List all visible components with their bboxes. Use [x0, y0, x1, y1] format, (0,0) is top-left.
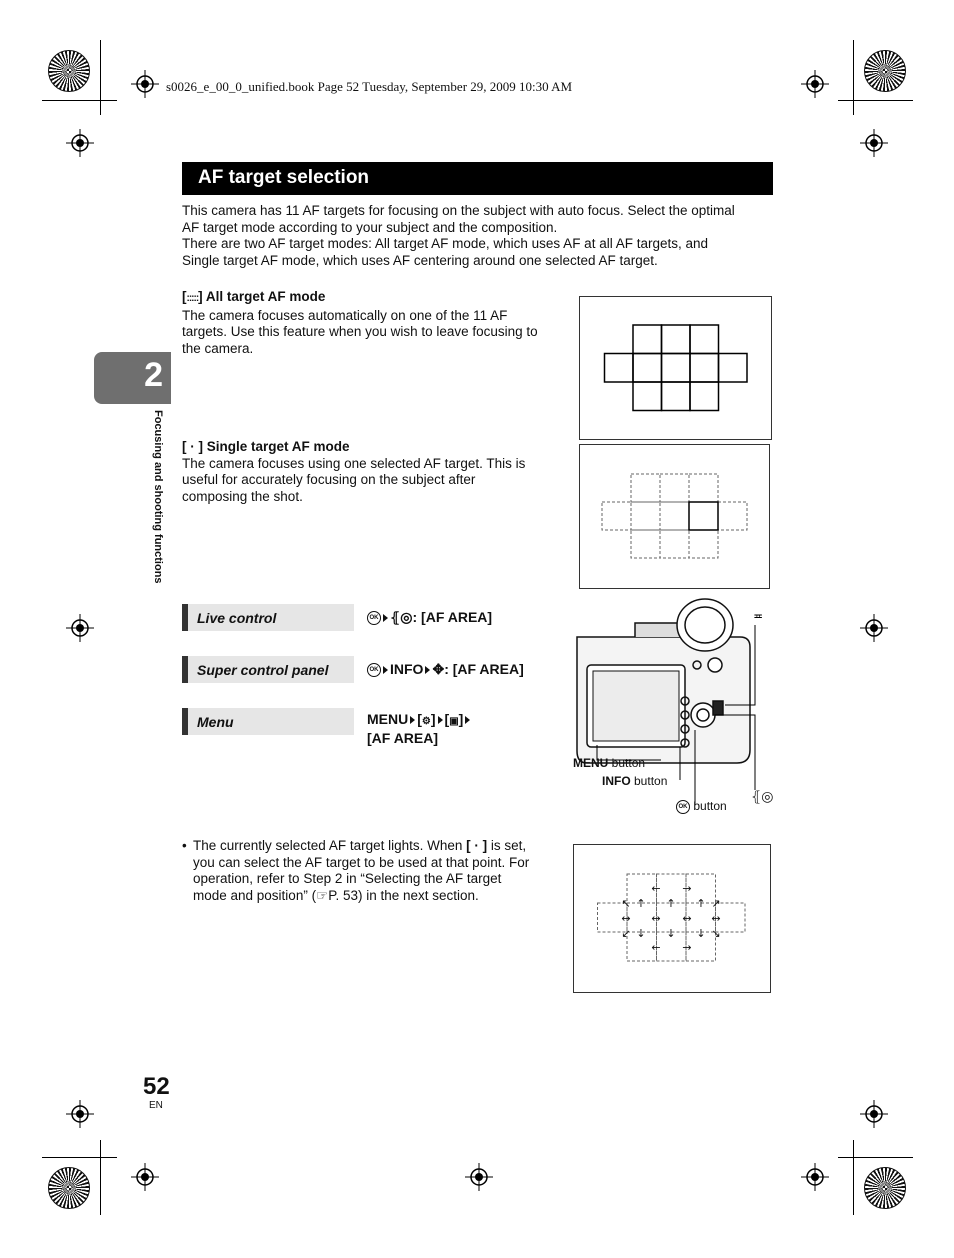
svg-text:↙: ↙: [621, 927, 631, 940]
info-button-label: INFO button: [602, 774, 668, 788]
svg-text:↔: ↔: [711, 912, 721, 925]
registration-mark-icon: [465, 1163, 493, 1191]
crop-line: [42, 100, 117, 101]
registration-sun-icon: [864, 1167, 906, 1209]
registration-mark-icon: [801, 70, 829, 98]
svg-text:↘: ↘: [711, 927, 721, 940]
all-target-section: [:::::] All target AF mode The camera focuses automatically on one of the 11 AF targets. Use this feature when you wish to leave focusing to the camera.: [182, 289, 572, 357]
svg-text:→: →: [682, 882, 692, 895]
registration-mark-icon: [860, 614, 888, 642]
arrow-right-icon: [425, 666, 430, 674]
crop-line: [853, 1140, 854, 1215]
op-label-super-control-panel: Super control panel: [182, 656, 354, 683]
registration-mark-icon: [131, 70, 159, 98]
single-target-diagram: [579, 444, 770, 589]
registration-mark-icon: [66, 129, 94, 157]
svg-text:↔: ↔: [651, 912, 661, 925]
section-title: AF target selection: [198, 167, 370, 188]
all-target-heading: [:::::] All target AF mode: [182, 289, 326, 304]
svg-text:↗: ↗: [711, 897, 721, 910]
ok-button-icon: OK: [367, 663, 381, 677]
language-code: EN: [149, 1100, 163, 1111]
arrow-pad-icon: ✥: [432, 661, 445, 677]
svg-text:→: →: [682, 941, 692, 954]
af-grid-arrows: [574, 845, 770, 992]
crop-line: [100, 40, 101, 115]
single-target-section: [ · ] Single target AF mode The camera focuses using one selected AF target. This is useful for accurately focusing on the subject after composing the shot.: [182, 439, 572, 505]
svg-text:↔: ↔: [621, 912, 631, 925]
af-grid-single: [580, 445, 769, 588]
op-label-live-control: Live control: [182, 604, 354, 631]
crop-line: [100, 1140, 101, 1215]
af-grid-all: [580, 297, 771, 439]
bullet-note: • The currently selected AF target lights. When [ · ] is set, you can select the AF target to be used at that point. For operation, refer to Step 2 in “Selecting the AF target mode and position” (☞P. 53) in the next section.: [182, 838, 530, 903]
chapter-number: 2: [144, 356, 163, 394]
af-target-move-diagram: [573, 844, 771, 993]
chapter-side-label: Focusing and shooting functions: [152, 410, 164, 584]
svg-text:↓: ↓: [636, 927, 646, 940]
all-target-diagram: [579, 296, 772, 440]
registration-mark-icon: [66, 1100, 94, 1128]
custom-menu-icon: ⚙: [421, 716, 431, 727]
arrow-right-icon: [438, 716, 443, 724]
ok-button-icon: OK: [367, 611, 381, 625]
ok-button-icon: OK: [676, 800, 690, 814]
arrow-right-icon: [383, 666, 388, 674]
svg-text:↔: ↔: [682, 912, 692, 925]
svg-text:↑: ↑: [666, 897, 676, 910]
svg-text:↑: ↑: [696, 897, 706, 910]
registration-mark-icon: [801, 1163, 829, 1191]
ok-button-label: OK button: [676, 799, 727, 814]
op-value-menu: MENU [⚙] [▣] [AF AREA]: [367, 711, 567, 747]
arrow-right-icon: [465, 716, 470, 724]
section-title-bar: [182, 162, 773, 195]
dial-icon: ​⦃◎: [390, 609, 413, 625]
svg-text:↓: ↓: [696, 927, 706, 940]
page-ref-icon: ☞: [316, 887, 329, 903]
registration-mark-icon: [860, 1100, 888, 1128]
op-label-menu: Menu: [182, 708, 354, 735]
arrow-right-icon: [383, 614, 388, 622]
svg-text:←: ←: [651, 941, 661, 954]
registration-mark-icon: [131, 1163, 159, 1191]
all-target-icon: [:::::]: [182, 289, 206, 304]
crop-line: [853, 40, 854, 115]
registration-mark-icon: [66, 614, 94, 642]
registration-sun-icon: [864, 50, 906, 92]
single-target-heading: [ · ] Single target AF mode: [182, 439, 350, 454]
chapter-tab: [94, 352, 171, 404]
op-value-super-control-panel: OK INFO ✥: [AF AREA]: [367, 661, 572, 678]
crop-line: [838, 100, 913, 101]
svg-text:←: ←: [651, 882, 661, 895]
camera-illustration: [565, 595, 780, 815]
svg-text:↓: ↓: [666, 927, 676, 940]
svg-text:↖: ↖: [621, 897, 631, 910]
menu-button-label: MENU button: [573, 756, 646, 770]
registration-sun-icon: [48, 50, 90, 92]
book-header-line: s0026_e_00_0_unified.book Page 52 Tuesday, September 29, 2009 10:30 AM: [166, 79, 573, 94]
control-dial-icon: ⦃◎: [751, 788, 774, 804]
crop-line: [838, 1157, 913, 1158]
crop-line: [42, 1157, 117, 1158]
page-number: 52: [143, 1073, 170, 1100]
registration-mark-icon: [860, 129, 888, 157]
rear-dial-icon: ≖: [753, 609, 764, 623]
af-menu-icon: ▣: [449, 716, 459, 727]
arrow-right-icon: [410, 716, 415, 724]
registration-sun-icon: [48, 1167, 90, 1209]
svg-text:↑: ↑: [636, 897, 646, 910]
op-value-live-control: OK ​⦃◎: [AF AREA]: [367, 609, 567, 626]
intro-paragraph: This camera has 11 AF targets for focusing on the subject with auto focus. Select the optimal AF target mode according to your subject and the composition. There are two AF target modes: All target AF mode, which uses AF at all AF targets, and Single target AF mode, which uses AF centering around one selected AF target.: [182, 203, 735, 268]
